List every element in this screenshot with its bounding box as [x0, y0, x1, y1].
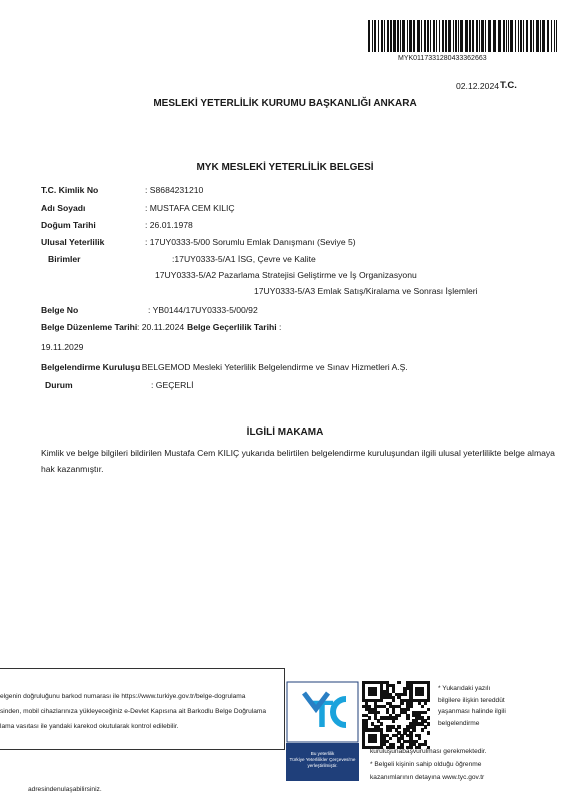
verification-line-1: elgenin doğruluğunu barkod numarası ile https://www.turkiye.gov.tr/belge-dogrulama	[0, 693, 246, 700]
unit-a1: :17UY0333-5/A1 İSG, Çevre ve Kalite	[172, 254, 316, 264]
qr-module	[409, 705, 412, 708]
document-date: 02.12.2024	[456, 81, 500, 91]
note-1b: bilgilere ilişkin tereddüt	[438, 696, 505, 704]
qr-module	[392, 719, 395, 722]
qr-module	[421, 705, 424, 708]
qr-module	[389, 737, 392, 740]
barcode-bar	[427, 20, 429, 52]
qr-module	[427, 699, 430, 702]
note-2a: * Belgeli kişinin sahip olduğu öğrenme	[370, 761, 482, 768]
barcode-bar	[520, 20, 522, 52]
barcode-bar	[453, 20, 454, 52]
barcode-bar	[540, 20, 541, 52]
barcode-bar	[372, 20, 373, 52]
barcode-bar	[554, 20, 555, 52]
barcode-bar	[417, 20, 420, 52]
qr-module	[392, 699, 395, 702]
barcode-bar	[510, 20, 513, 52]
qr-module	[389, 728, 392, 731]
barcode-bar	[421, 20, 422, 52]
unit-a3: 17UY0333-5/A3 Emlak Satış/Kiralama ve Sonrası İşlemleri	[254, 286, 478, 296]
verification-box	[0, 668, 285, 750]
barcode-bar	[374, 20, 376, 52]
org-value: : BELGEMOD Mesleki Yeterlilik Belgelendirme ve Sınav Hizmetleri A.Ş.	[137, 362, 408, 372]
barcode-bar	[542, 20, 545, 52]
qr-module	[374, 740, 377, 743]
qr-module	[395, 716, 398, 719]
qr-module	[406, 716, 409, 719]
qr-module	[424, 711, 427, 714]
org-label: Belgelendirme Kuruluşu	[41, 362, 141, 372]
body-line-2: hak kazanmıştır.	[41, 464, 104, 474]
body-line-1: Kimlik ve belge bilgileri bildirilen Mustafa Cem KILIÇ yukarıda belirtilen belgelendirme kuruluşundan ilgili ulusal yeterlilikte belge almaya	[41, 448, 555, 458]
qr-module	[412, 728, 415, 731]
barcode-number: MYK011733128043336266​3	[398, 55, 487, 62]
note-2b: kazanımlarının detayına www.tyc.gov.tr	[370, 774, 485, 781]
barcode-bar	[533, 20, 534, 52]
units-label: Birimler	[48, 254, 81, 264]
barcode-bar	[476, 20, 478, 52]
barcode-bar	[393, 20, 396, 52]
bottom-note: adresindenulaşabilirsiniz.	[28, 786, 102, 793]
qr-module	[368, 716, 371, 719]
barcode-bar	[413, 20, 415, 52]
barcode-bar	[397, 20, 399, 52]
issue-date-value: : 20.11.2024	[137, 322, 185, 332]
barcode-bar	[536, 20, 539, 52]
certificate-no-value: : YB0144/17UY0333-5/00/92	[148, 305, 258, 315]
barcode-bar	[424, 20, 426, 52]
barcode-bar	[515, 20, 516, 52]
barcode-bar	[518, 20, 519, 52]
barcode-bar	[439, 20, 440, 52]
barcode-bar	[493, 20, 496, 52]
barcode-bar	[436, 20, 437, 52]
barcode-bar	[400, 20, 401, 52]
tc-value: : S8684231210	[145, 185, 204, 195]
barcode-bar	[551, 20, 552, 52]
barcode-bar	[556, 20, 557, 52]
barcode-bar	[445, 20, 447, 52]
barcode-bar	[523, 20, 524, 52]
name-value: : MUSTAFA CEM KILIÇ	[145, 203, 235, 213]
qr-module	[406, 708, 409, 711]
qr-module	[380, 699, 383, 702]
qr-module	[377, 711, 380, 714]
country-label: T.C.	[500, 80, 517, 91]
barcode-bar	[430, 20, 431, 52]
barcode-bar	[508, 20, 509, 52]
barcode-bar	[465, 20, 468, 52]
qr-module	[421, 728, 424, 731]
qr-module	[427, 716, 430, 719]
barcode-bar	[442, 20, 444, 52]
barcode-bar	[407, 20, 408, 52]
qr-module	[418, 737, 421, 740]
qr-module	[397, 681, 400, 684]
unit-a2: 17UY0333-5/A2 Pazarlama Stratejisi Geliştirme ve İş Organizasyonu	[155, 270, 417, 280]
barcode-bar	[378, 20, 379, 52]
verification-line-3: lama vasıtası ile yandaki karekod okutularak kontrol edilebilir.	[0, 723, 179, 730]
barcode-bar	[458, 20, 459, 52]
barcode-bar	[368, 20, 370, 52]
qr-module	[427, 708, 430, 711]
barcode-bar	[469, 20, 471, 52]
barcode-bar	[384, 20, 385, 52]
tyc-logo	[286, 681, 359, 781]
barcode-bar	[402, 20, 405, 52]
barcode-bar	[498, 20, 501, 52]
logo-caption-1: Bu yeterlilik	[310, 751, 335, 756]
logo-caption-3: yerleştirilmiştir.	[307, 763, 338, 768]
barcode	[368, 20, 559, 52]
barcode-bar	[488, 20, 491, 52]
name-label: Adı Soyadı	[41, 203, 86, 213]
note-1e: kuruluşunabaşvurulması gerekmektedir.	[370, 748, 487, 755]
certificate-no-label: Belge No	[41, 305, 79, 315]
birth-label: Doğum Tarihi	[41, 220, 96, 230]
qr-module	[380, 722, 383, 725]
validity-date-value: 19.11.2029	[41, 342, 84, 352]
qualification-value: : 17UY0333-5/00 Sorumlu Emlak Danışmanı (Seviye 5)	[145, 237, 356, 247]
barcode-bar	[455, 20, 457, 52]
tyc-logo-icon	[286, 681, 359, 743]
barcode-bar	[387, 20, 389, 52]
note-1c: yaşanması halinde ilgili	[438, 708, 506, 716]
qr-module	[397, 725, 400, 728]
barcode-bar	[460, 20, 463, 52]
verification-line-2: sinden, mobil cihazlarınıza yükleyeceğiniz e-Devlet Kapısına ait Barkodlu Belge Doğrulama	[0, 708, 267, 715]
tc-label: T.C. Kimlik No	[41, 185, 99, 195]
status-label: Durum	[45, 380, 73, 390]
birth-value: : 26.01.1978	[145, 220, 193, 230]
addressee-heading: İLGİLİ MAKAMA	[246, 427, 324, 438]
qr-module	[424, 702, 427, 705]
note-1d: belgelendirme	[438, 719, 480, 727]
barcode-bar	[381, 20, 383, 52]
document-title: MYK MESLEKİ YETERLİLİK BELGESİ	[196, 162, 374, 173]
qr-code[interactable]	[362, 681, 430, 749]
barcode-bar	[506, 20, 507, 52]
note-1a: * Yukarıdaki yazılı	[438, 685, 491, 692]
barcode-bar	[547, 20, 549, 52]
issue-date-label: Belge Düzenleme Tarihi	[41, 322, 138, 332]
qr-module	[424, 725, 427, 728]
qualification-label: Ulusal Yeterlilik	[41, 237, 105, 247]
validity-label: Belge Geçerlilik Tarihi	[187, 322, 277, 332]
svg-text:T: T	[310, 694, 334, 736]
barcode-bar	[448, 20, 451, 52]
barcode-bar	[530, 20, 532, 52]
barcode-bar	[479, 20, 480, 52]
institution-name: MESLEKİ YETERLİLİK KURUMU BAŞKANLIĞI ANKARA	[153, 98, 417, 109]
barcode-bar	[409, 20, 412, 52]
barcode-bar	[485, 20, 486, 52]
barcode-bar	[390, 20, 392, 52]
validity-colon: :	[279, 322, 282, 332]
qr-module	[400, 702, 403, 705]
qr-module	[374, 693, 377, 696]
note-block	[438, 683, 506, 729]
qr-module	[427, 722, 430, 725]
barcode-bar	[503, 20, 505, 52]
barcode-bar	[526, 20, 528, 52]
barcode-bar	[472, 20, 474, 52]
qr-module	[427, 731, 430, 734]
logo-caption-2: Türkiye Yeterlilikler Çerçevesi'ne	[289, 757, 356, 762]
qr-module	[403, 693, 406, 696]
barcode-bar	[433, 20, 435, 52]
qr-module	[421, 693, 424, 696]
status-value: : GEÇERLİ	[151, 380, 194, 390]
barcode-bar	[481, 20, 484, 52]
qr-module	[397, 714, 400, 717]
